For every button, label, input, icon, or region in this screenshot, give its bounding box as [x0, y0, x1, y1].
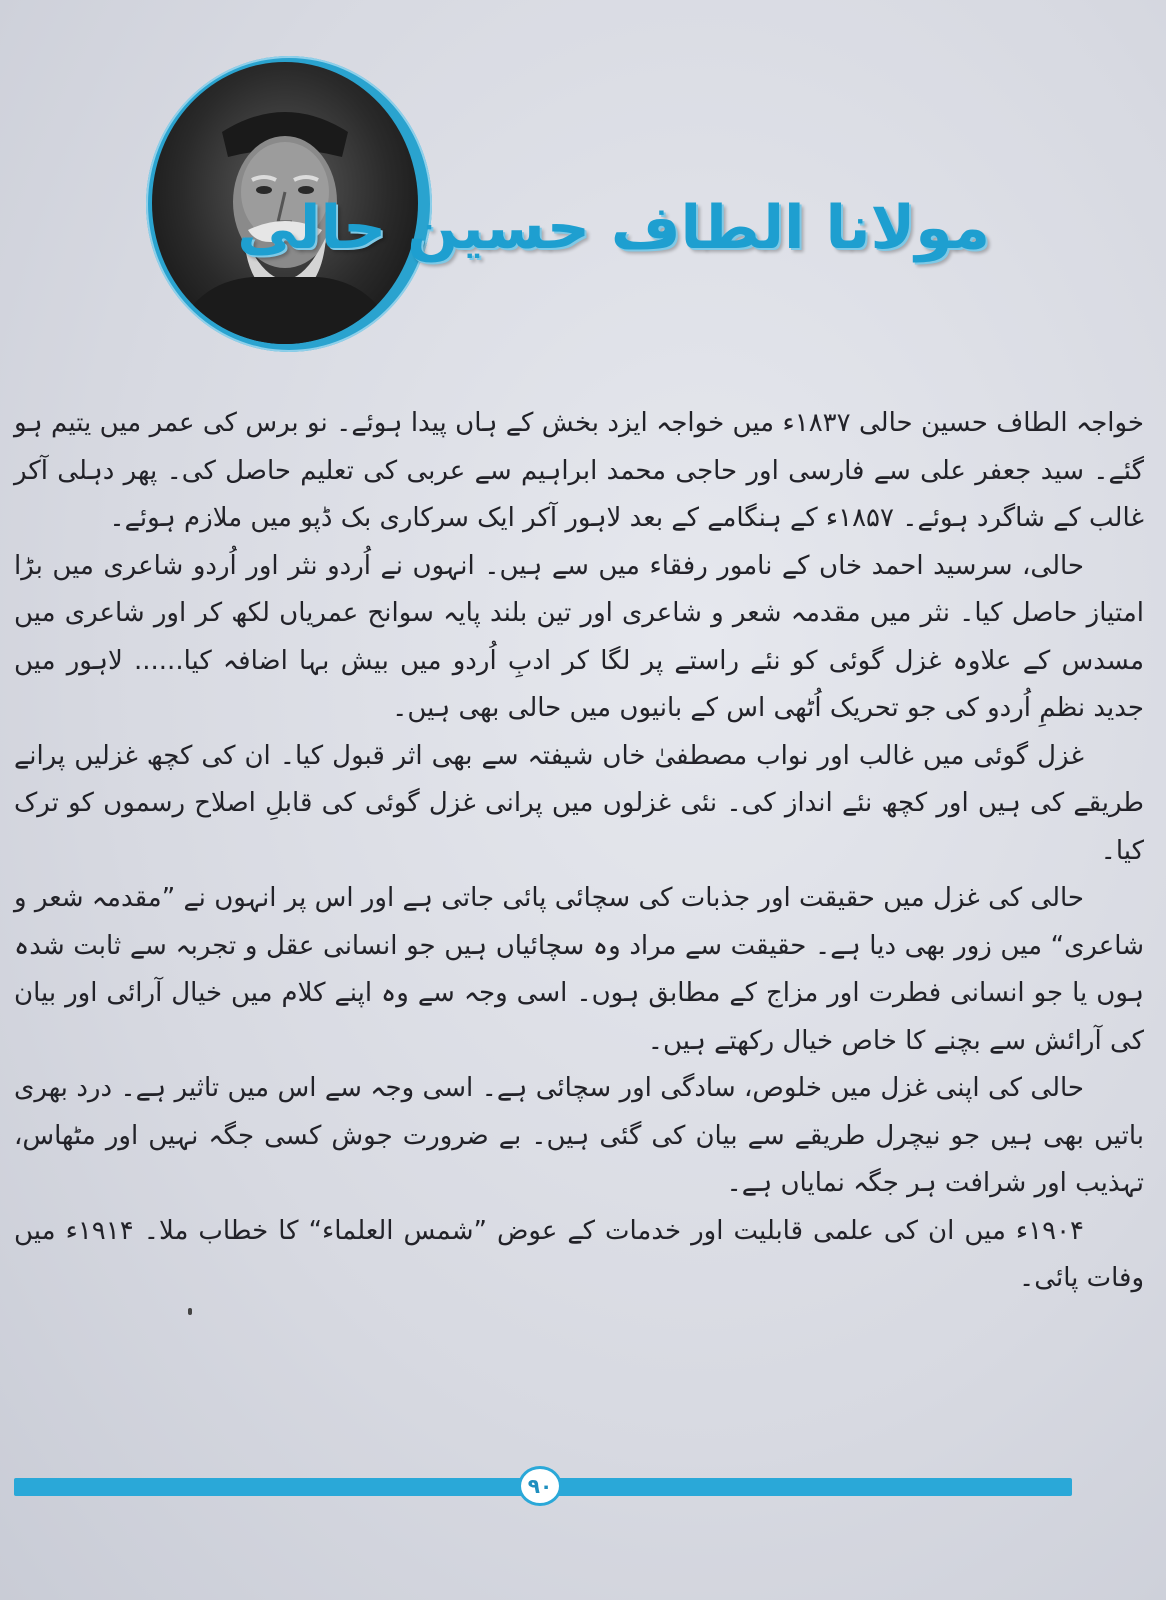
paragraph-sincerity: حالی کی اپنی غزل میں خلوص، سادگی اور سچائی ہے۔ اسی وجہ سے اس میں تاثیر ہے۔ درد بھری باتیں بھی ہیں جو نیچرل طریقے سے بیان کی گئی ہیں۔ بے ضرورت جوش کسی جگہ نہیں اور مٹھاس، تہذیب اور شرافت ہر جگہ نمایاں ہے۔: [14, 1073, 1144, 1198]
paragraph-ghazal-influence: غزل گوئی میں غالب اور نواب مصطفیٰ خاں شیفتہ سے بھی اثر قبول کیا۔ ان کی کچھ غزلیں پرانے طریقے کی ہیں اور کچھ نئے انداز کی۔ نئی غزلوں میں پرانی غزل گوئی کی قابلِ اصلاح رسموں کو ترک کیا۔: [14, 740, 1144, 866]
article-body: [14, 400, 1144, 1303]
print-speck: [188, 1308, 192, 1315]
paragraph-title-and-death: ۱۹۰۴ء میں ان کی علمی قابلیت اور خدمات کے عوض ”شمس العلماء“ کا خطاب ملا۔ ۱۹۱۴ء میں وفات پائی۔: [14, 1215, 1144, 1293]
paragraph-biography: خواجہ الطاف حسین حالی ۱۸۳۷ء میں خواجہ ایزد بخش کے ہاں پیدا ہوئے۔ نو برس کی عمر میں یتیم ہو گئے۔ سید جعفر علی سے فارسی اور حاجی محمد ابراہیم سے عربی کی تعلیم حاصل کی۔ پھر دہلی آکر غالب کے شاگرد ہوئے۔ ۱۸۵۷ء کے ہنگامے کے بعد لاہور آکر ایک سرکاری بک ڈپو میں ملازم ہوئے۔: [14, 408, 1145, 533]
page-number: ۹۰: [518, 1466, 562, 1506]
paragraph-truth-in-ghazal: حالی کی غزل میں حقیقت اور جذبات کی سچائی پائی جاتی ہے اور اس پر انہوں نے ”مقدمہ شعر و شاعری“ میں زور بھی دیا ہے۔ حقیقت سے مراد وہ سچائیاں ہیں جو انسانی عقل و تجربہ سے ثابت شدہ ہوں یا جو انسانی فطرت اور مزاج کے مطابق ہوں۔ اسی وجہ سے وہ اپنے کلام میں خیال آرائی اور بیان کی آرائش سے بچنے کا خاص خیال رکھتے ہیں۔: [14, 883, 1144, 1056]
page-title: مولانا الطاف حسین حالی: [237, 193, 990, 263]
paragraph-literary-work: حالی، سرسید احمد خاں کے نامور رفقاء میں سے ہیں۔ انہوں نے اُردو نثر اور اُردو شاعری میں بڑا امتیاز حاصل کیا۔ نثر میں مقدمہ شعر و شاعری اور تین بلند پایہ سوانح عمریاں لکھ کر اور شاعری میں مسدس کے علاوہ غزل گوئی کو نئے راستے پر لگا کر ادبِ اُردو میں بیش بہا اضافہ کیا...... لاہور میں جدید نظمِ اُردو کی جو تحریک اُٹھی اس کے بانیوں میں حالی بھی ہیں۔: [14, 550, 1144, 723]
